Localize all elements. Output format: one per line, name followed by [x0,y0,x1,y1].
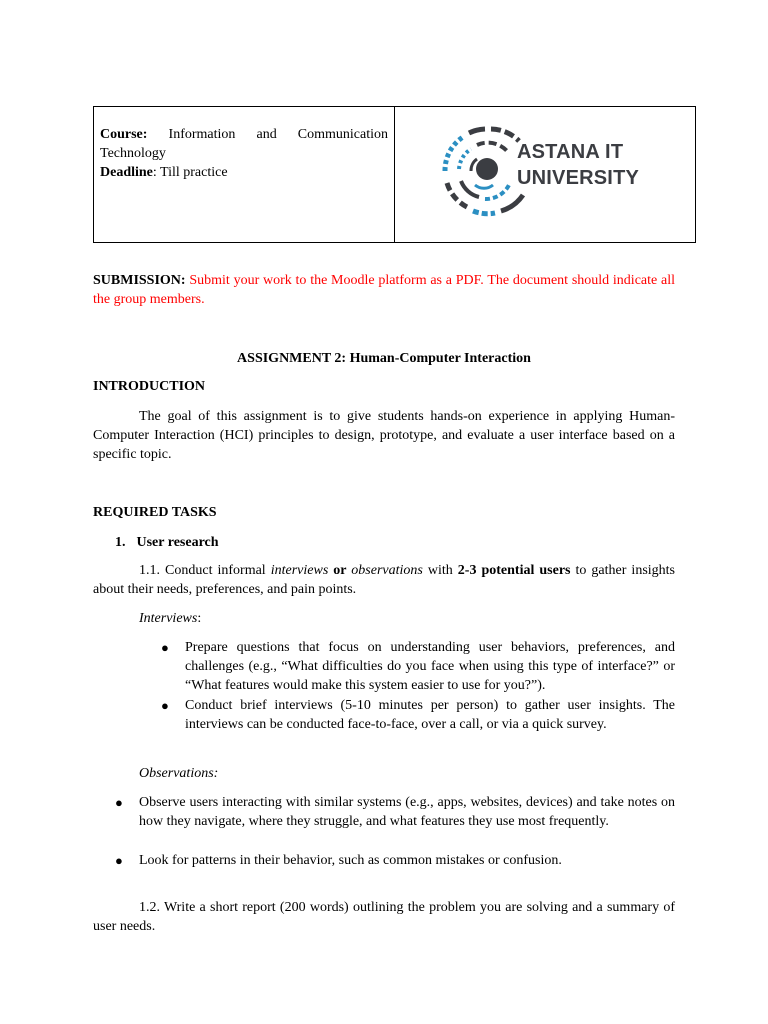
observation-bullet-1 [115,793,675,831]
required-tasks-heading [93,503,675,522]
logo-cell [395,107,695,242]
interview-bullet-2 [161,696,675,734]
p11-with: with [422,563,458,578]
deadline-value: : Till practice [152,165,228,180]
submission-text: Submit your work to the Moodle platform as a PDF. The document should indicate all the group members. [93,273,675,307]
bullet-dot-icon: ● [115,795,123,810]
bullet-dot-icon: ● [161,698,169,713]
observation-bullet-2 [115,851,675,870]
course-value: Information and Communication Technology [100,127,389,161]
submission-label: SUBMISSION: [93,273,186,288]
interview-bullet-1 [161,638,675,695]
course-info-cell [94,107,395,242]
interview-bullet-1-text: Prepare questions that focus on understanding user behaviors, preferences, and challenges (e.g., “What difficulties do you face when using this type of interface?” or “What features would make this system easier to use for you?”). [185,640,675,693]
introduction-heading [93,377,675,396]
p11-rest: to gather insights about their needs, preferences, and pain points. [93,563,676,597]
deadline-line [100,163,388,182]
course-line [100,125,388,163]
task-1-number: 1. [115,535,126,550]
introduction-heading-text: INTRODUCTION [93,379,206,394]
observation-bullet-2-text: Look for patterns in their behavior, such as common mistakes or confusion. [139,853,562,868]
logo-line-2: UNIVERSITY [517,167,640,189]
interview-bullet-2-text: Conduct brief interviews (5-10 minutes per person) to gather user insights. The interviews can be conducted face-to-face, over a call, or via a quick survey. [185,698,675,732]
observations-label-text: Observations: [139,766,219,781]
header-table [93,106,696,243]
deadline-label: Deadline [100,165,153,180]
observations-label [139,764,675,783]
bullet-dot-icon: ● [115,853,123,868]
interviews-label-text: Interviews [139,611,198,626]
p11-users: 2-3 potential users [457,563,571,578]
task-1-title: User research [136,535,219,550]
required-tasks-heading-text: REQUIRED TASKS [93,505,217,520]
assignment-title-text: ASSIGNMENT 2: Human-Computer Interaction [237,351,531,366]
introduction-paragraph: The goal of this assignment is to give students hands-on experience in applying Human-Computer Interaction (HCI) principles to design, prototype, and evaluate a user interface based on a specific topic. [93,409,675,462]
p11-observations: observations [351,563,423,578]
observation-bullet-1-text: Observe users interacting with similar systems (e.g., apps, websites, devices) and take notes on how they navigate, where they struggle, and what features they use most frequently. [139,795,675,829]
assignment-title [93,349,675,368]
task-1-heading [115,533,675,552]
logo-line-1: ASTANA IT [517,141,624,163]
p11-interviews: interviews [270,563,329,578]
interviews-label [139,609,675,628]
p11-or: or [328,563,352,578]
paragraph-1-1 [93,561,675,599]
university-logo-text [517,139,639,191]
interviews-colon: : [197,611,202,626]
bullet-dot-icon: ● [161,640,169,655]
paragraph-1-2: 1.2. Write a short report (200 words) outlining the problem you are solving and a summary of user needs. [93,900,675,934]
submission-paragraph [93,271,675,309]
course-label: Course: [100,127,148,142]
p11-part-a: 1.1. Conduct informal [139,563,271,578]
